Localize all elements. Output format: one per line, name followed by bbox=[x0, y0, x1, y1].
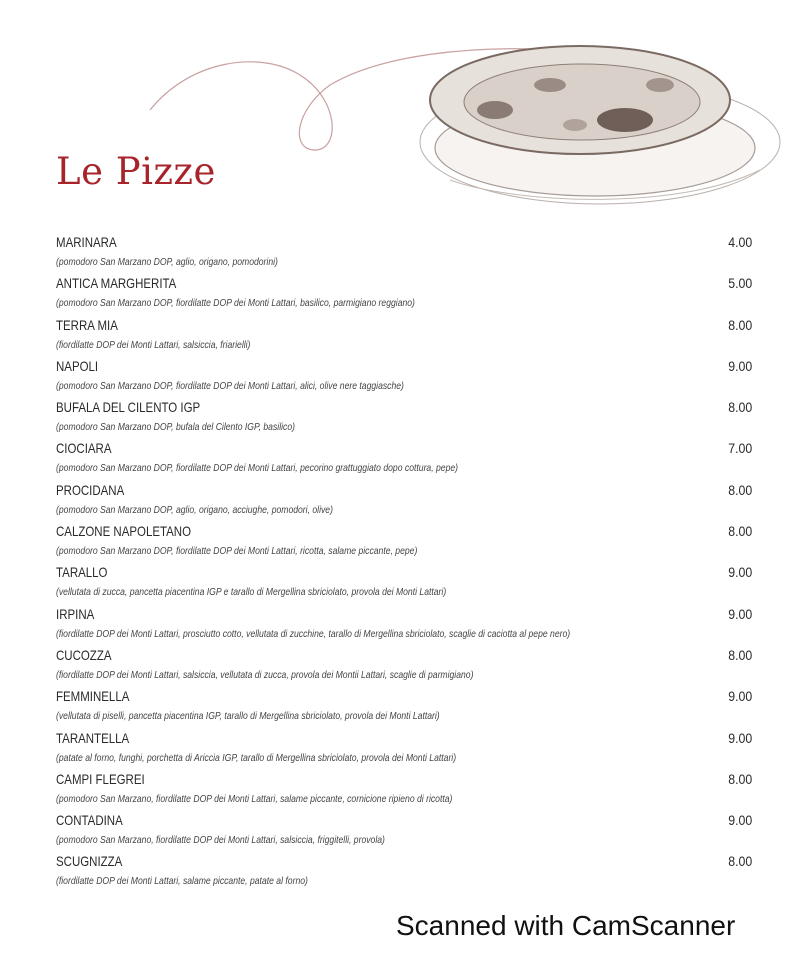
item-name: CONTADINA bbox=[56, 812, 123, 829]
item-name: IRPINA bbox=[56, 605, 95, 622]
item-description: (vellutata di zucca, pancetta piacentina IGP e tarallo di Mergellina sbriciolato, provola dei Monti Lattari) bbox=[56, 586, 447, 599]
item-name: NAPOLI bbox=[56, 357, 99, 374]
item-price: 8.00 bbox=[728, 523, 752, 540]
item-name: TARANTELLA bbox=[56, 729, 130, 746]
item-name: BUFALA DEL CILENTO IGP bbox=[56, 399, 201, 416]
item-price: 8.00 bbox=[728, 853, 752, 870]
menu-item bbox=[56, 436, 756, 477]
item-price: 9.00 bbox=[728, 688, 752, 705]
item-price: 9.00 bbox=[728, 564, 752, 581]
item-name: PROCIDANA bbox=[56, 481, 125, 498]
item-description: (vellutata di piselli, pancetta piacentina IGP, tarallo di Mergellina sbriciolato, provola dei Monti Lattari) bbox=[56, 710, 440, 723]
item-name: ANTICA MARGHERITA bbox=[56, 275, 177, 292]
item-price: 8.00 bbox=[728, 646, 752, 663]
item-price: 8.00 bbox=[728, 481, 752, 498]
item-name: CALZONE NAPOLETANO bbox=[56, 523, 192, 540]
menu-item bbox=[56, 519, 756, 560]
item-description: (pomodoro San Marzano DOP, fiordilatte DOP dei Monti Lattari, alici, olive nere taggiasche) bbox=[56, 379, 404, 392]
menu-item bbox=[56, 808, 756, 849]
item-description: (patate al forno, funghi, porchetta di Ariccia IGP, tarallo di Mergellina sbriciolato, provola dei Monti Lattari) bbox=[56, 751, 457, 764]
item-price: 5.00 bbox=[728, 275, 752, 292]
item-description: (pomodoro San Marzano, fiordilatte DOP dei Monti Lattari, salame piccante, cornicione ripieno di ricotta) bbox=[56, 792, 453, 805]
item-description: (pomodoro San Marzano DOP, aglio, origano, pomodorini) bbox=[56, 256, 278, 268]
item-name: FEMMINELLA bbox=[56, 688, 130, 705]
menu-item bbox=[56, 230, 756, 271]
item-name: TARALLO bbox=[56, 564, 108, 581]
menu-item bbox=[56, 643, 756, 684]
menu-item bbox=[56, 395, 756, 436]
menu-item bbox=[56, 478, 756, 519]
item-description: (fiordilatte DOP dei Monti Lattari, salame piccante, patate al forno) bbox=[56, 875, 308, 888]
item-price: 8.00 bbox=[728, 316, 752, 333]
scanner-watermark: Scanned with CamScanner bbox=[396, 910, 736, 941]
item-price: 8.00 bbox=[728, 399, 752, 416]
item-description: (pomodoro San Marzano, fiordilatte DOP dei Monti Lattari, salsiccia, friggitelli, provola) bbox=[56, 834, 385, 847]
item-name: TERRA MIA bbox=[56, 316, 118, 333]
pizza-menu-list bbox=[56, 230, 756, 891]
item-price: 9.00 bbox=[728, 812, 752, 829]
item-name: CAMPI FLEGREI bbox=[56, 770, 145, 787]
item-price: 4.00 bbox=[728, 234, 752, 250]
item-description: (fiordilatte DOP dei Monti Lattari, salsiccia, friarielli) bbox=[56, 338, 251, 351]
item-description: (pomodoro San Marzano DOP, fiordilatte DOP dei Monti Lattari, basilico, parmigiano reggiano) bbox=[56, 297, 415, 310]
item-name: SCUGNIZZA bbox=[56, 853, 123, 870]
item-name: MARINARA bbox=[56, 234, 117, 250]
item-name: CIOCIARA bbox=[56, 440, 112, 457]
item-description: (fiordilatte DOP dei Monti Lattari, prosciutto cotto, vellutata di zucchine, tarallo di Mergellina sbriciolato, scaglie di caciotta al pepe nero) bbox=[56, 627, 571, 640]
item-name: CUCOZZA bbox=[56, 646, 112, 663]
item-description: (fiordilatte DOP dei Monti Lattari, salsiccia, vellutata di zucca, provola dei Montii Lattari, scaglie di parmigiano) bbox=[56, 668, 474, 681]
item-price: 9.00 bbox=[728, 605, 752, 622]
menu-item bbox=[56, 602, 756, 643]
item-description: (pomodoro San Marzano DOP, fiordilatte DOP dei Monti Lattari, pecorino grattuggiato dopo cottura, pepe) bbox=[56, 462, 459, 475]
item-price: 9.00 bbox=[728, 729, 752, 746]
item-price: 8.00 bbox=[728, 770, 752, 787]
item-price: 9.00 bbox=[728, 357, 752, 374]
item-description: (pomodoro San Marzano DOP, aglio, origano, acciughe, pomodori, olive) bbox=[56, 503, 333, 516]
page-title: Le Pizze bbox=[56, 150, 216, 193]
menu-item bbox=[56, 313, 756, 354]
menu-item bbox=[56, 271, 756, 312]
menu-item bbox=[56, 849, 756, 890]
menu-item bbox=[56, 726, 756, 767]
item-price: 7.00 bbox=[728, 440, 752, 457]
item-description: (pomodoro San Marzano DOP, fiordilatte DOP dei Monti Lattari, ricotta, salame piccante, pepe) bbox=[56, 545, 418, 558]
menu-item bbox=[56, 684, 756, 725]
menu-item bbox=[56, 354, 756, 395]
item-description: (pomodoro San Marzano DOP, bufala del Cilento IGP, basilico) bbox=[56, 421, 295, 434]
menu-item bbox=[56, 560, 756, 601]
menu-item bbox=[56, 767, 756, 808]
pizza-sketch-icon bbox=[400, 30, 790, 220]
